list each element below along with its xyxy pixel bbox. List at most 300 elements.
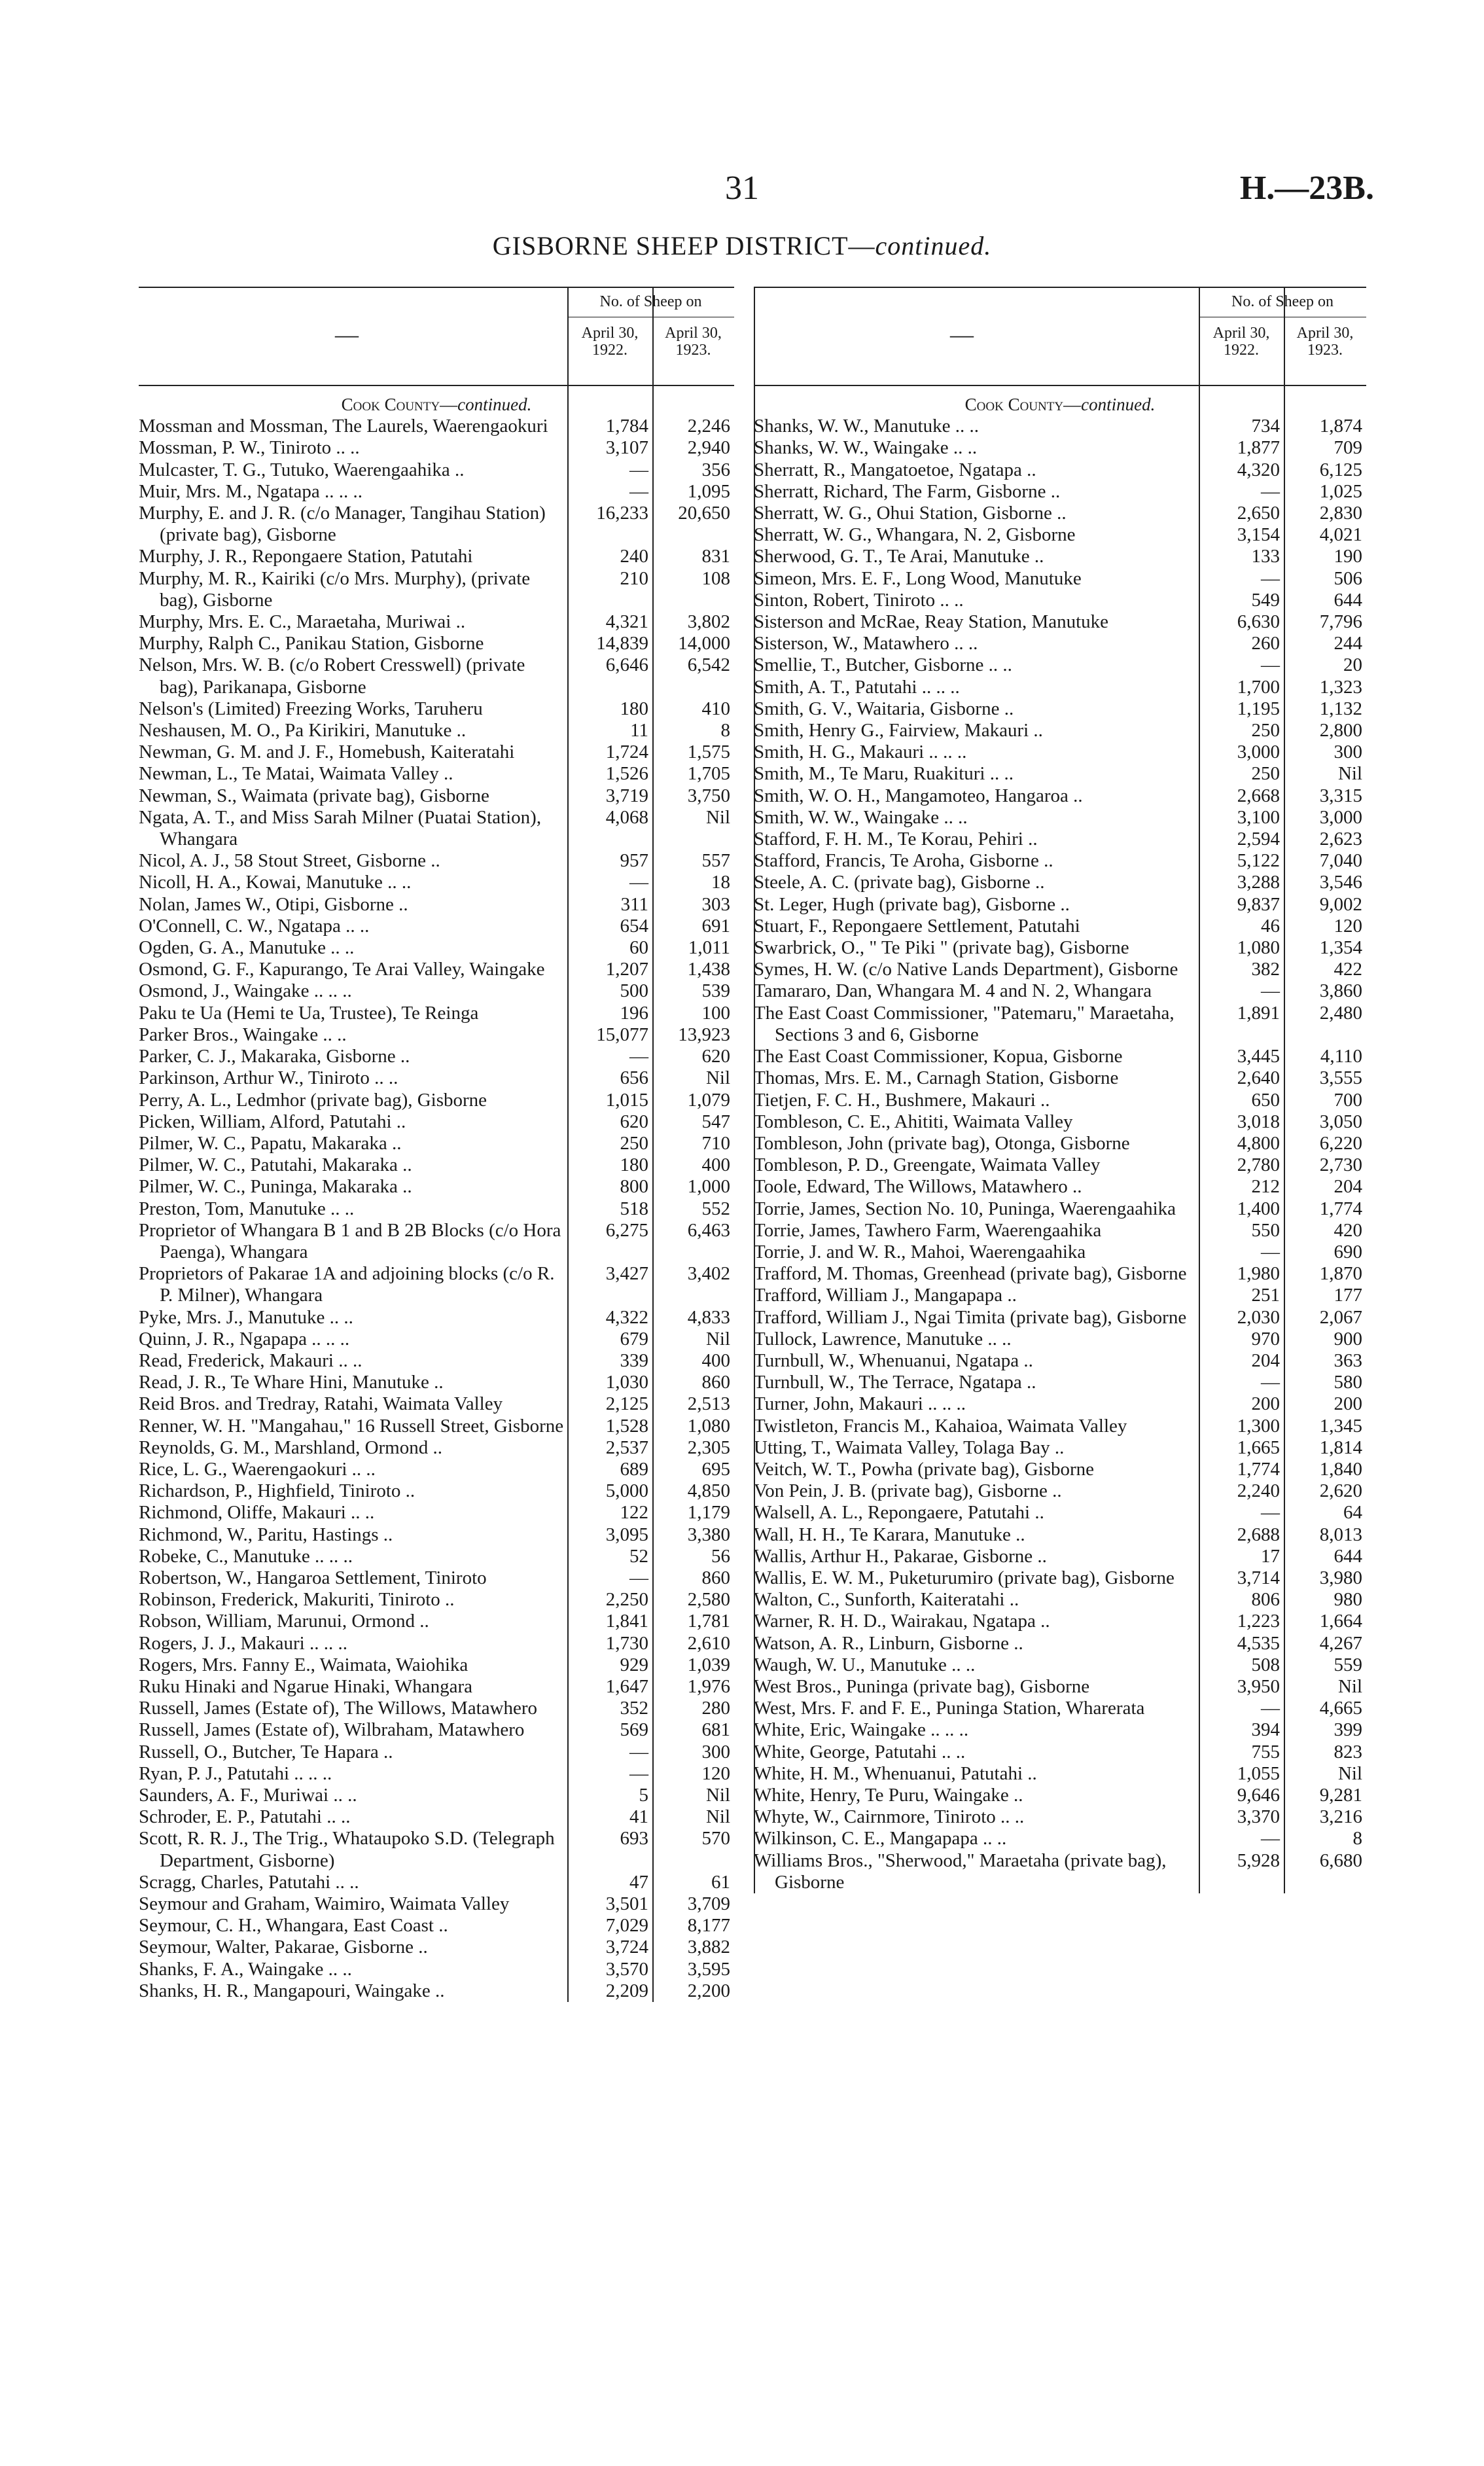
- sheep-1923: 4,833: [687, 1306, 730, 1328]
- section-heading: Cook County—continued.: [964, 395, 1156, 414]
- sheep-1922: 200: [1251, 1393, 1280, 1415]
- owner-name: Robinson, Frederick, Makuriti, Tiniroto ..: [139, 1589, 455, 1611]
- sheep-1922: 250: [1251, 720, 1280, 742]
- sheep-1922: 352: [620, 1698, 648, 1719]
- owner-name: Robertson, W., Hangaroa Settlement, Tiniroto: [139, 1567, 487, 1588]
- sheep-1922: —: [629, 1741, 648, 1762]
- table-row: [139, 459, 734, 481]
- owner-name: Trafford, M. Thomas, Greenhead (private bag), Gisborne: [754, 1263, 1187, 1285]
- sheep-1922: 1,207: [605, 959, 648, 980]
- owner-name: Walsell, A. L., Repongaere, Patutahi ..: [754, 1502, 1044, 1524]
- owner-name: Smith, W. O. H., Mangamoteo, Hangaroa ..: [754, 785, 1083, 806]
- table-row: [139, 1698, 734, 1719]
- table-row: [754, 1480, 1366, 1502]
- table-row: [754, 807, 1366, 829]
- owner-name: Parkinson, Arthur W., Tiniroto .. ..: [139, 1067, 398, 1089]
- sheep-1923: 1,179: [687, 1502, 730, 1524]
- sheep-1923: 3,595: [687, 1958, 730, 1980]
- sheep-1923: Nil: [705, 806, 730, 828]
- table-row: [754, 1828, 1366, 1850]
- sheep-1923: 4,110: [1320, 1046, 1362, 1067]
- sheep-1923: 2,580: [687, 1589, 730, 1611]
- table-row: [139, 1893, 734, 1915]
- sheep-1923: 2,620: [1319, 1480, 1362, 1502]
- table-row: [139, 1416, 734, 1437]
- table-row: [139, 1220, 734, 1263]
- owner-name: Von Pein, J. B. (private bag), Gisborne ..: [754, 1480, 1062, 1502]
- owner-name: Shanks, W. W., Manutuke .. ..: [754, 416, 979, 437]
- sheep-1922: 339: [620, 1349, 648, 1371]
- title-continued: continued.: [875, 231, 992, 260]
- owner-name: Nelson's (Limited) Freezing Works, Taruheru: [139, 698, 483, 719]
- sheep-1923: 177: [1334, 1285, 1362, 1306]
- owner-name: White, H. M., Whenuanui, Patutahi ..: [754, 1762, 1037, 1784]
- sheep-1922: 1,647: [605, 1675, 648, 1697]
- sheep-1922: 2,240: [1237, 1480, 1280, 1502]
- right-table: [754, 287, 1366, 1893]
- table-row: [139, 1589, 734, 1611]
- sheep-1923: 4,665: [1319, 1698, 1362, 1719]
- sheep-1922: —: [629, 1046, 648, 1067]
- sheep-1923: 3,750: [687, 785, 730, 806]
- table-row: [754, 1437, 1366, 1459]
- sheep-1923: Nil: [705, 1785, 730, 1806]
- table-row: [754, 1524, 1366, 1546]
- sheep-1922: 1,400: [1237, 1198, 1280, 1219]
- sheep-1923: 1,323: [1319, 676, 1362, 698]
- owner-name: Simeon, Mrs. E. F., Long Wood, Manutuke: [754, 567, 1082, 589]
- table-row: [754, 503, 1366, 524]
- table-row: [139, 1806, 734, 1828]
- sheep-1923: 2,800: [1319, 720, 1362, 742]
- sheep-1923: 200: [1334, 1393, 1362, 1415]
- column-rule: [567, 386, 569, 2002]
- sheep-1922: 500: [620, 980, 648, 1002]
- sheep-1923: 690: [1334, 1241, 1362, 1262]
- sheep-1922: 1,080: [1237, 937, 1280, 959]
- page-title: [0, 230, 1484, 261]
- sheep-1922: 2,030: [1237, 1306, 1280, 1328]
- sheep-1922: 9,646: [1237, 1785, 1280, 1806]
- table-row: [754, 742, 1366, 763]
- sheep-1922: 47: [629, 1871, 648, 1893]
- sheep-1922: 196: [620, 1002, 648, 1024]
- table-row: [754, 1546, 1366, 1567]
- table-row: [139, 1459, 734, 1480]
- owner-name: The East Coast Commissioner, Kopua, Gisborne: [754, 1046, 1123, 1067]
- table-row: [754, 1742, 1366, 1763]
- table-row: [139, 1372, 734, 1393]
- owner-name: Russell, James (Estate of), Wilbraham, Matawhero: [139, 1719, 525, 1741]
- owner-name: White, Eric, Waingake .. .. ..: [754, 1719, 969, 1741]
- sheep-1922: 1,730: [605, 1632, 648, 1654]
- sheep-1922: 3,370: [1237, 1806, 1280, 1828]
- sheep-1923: 2,480: [1319, 1002, 1362, 1024]
- sheep-1923: Nil: [1337, 763, 1362, 785]
- sheep-1923: 2,623: [1319, 829, 1362, 850]
- sheep-1923: 3,050: [1319, 1111, 1362, 1132]
- sheep-1923: Nil: [1337, 1675, 1362, 1697]
- table-row: [139, 937, 734, 959]
- owner-name: Waugh, W. U., Manutuke .. ..: [754, 1654, 976, 1675]
- sheep-1923: 20: [1343, 654, 1362, 676]
- sheep-1923: 1,774: [1319, 1198, 1362, 1219]
- owner-name: Torrie, James, Tawhero Farm, Waerengaahika: [754, 1219, 1102, 1241]
- sheep-1922: 549: [1251, 589, 1280, 611]
- sheep-1923: 8: [1352, 1828, 1362, 1850]
- sheep-1922: 620: [620, 1111, 648, 1132]
- sheep-1923: 190: [1334, 546, 1362, 567]
- sheep-1922: 1,724: [605, 742, 648, 763]
- table-row: [754, 1676, 1366, 1698]
- table-row: [754, 1154, 1366, 1176]
- sheep-1922: 755: [1251, 1741, 1280, 1762]
- sheep-1923: 422: [1334, 959, 1362, 980]
- owner-name: Trafford, William J., Mangapapa ..: [754, 1285, 1017, 1306]
- table-row: [754, 546, 1366, 567]
- owner-name: Sherratt, W. G., Whangara, N. 2, Gisborne: [754, 524, 1076, 546]
- owner-name: Osmond, G. F., Kapurango, Te Arai Valley, Waingake: [139, 959, 545, 980]
- owner-name: Torrie, James, Section No. 10, Puninga, Waerengaahika: [754, 1198, 1176, 1219]
- left-rows: [139, 416, 734, 2002]
- section-heading: Cook County—continued.: [341, 395, 532, 414]
- right-table-header: [754, 287, 1366, 386]
- table-row: [139, 1980, 734, 2002]
- table-row: [754, 437, 1366, 459]
- table-row: [754, 1502, 1366, 1524]
- table-row: [754, 785, 1366, 807]
- sheep-1922: 250: [1251, 763, 1280, 785]
- sheep-1922: 4,322: [605, 1306, 648, 1328]
- sheep-1922: 518: [620, 1198, 648, 1219]
- owner-name: Nicoll, H. A., Kowai, Manutuke .. ..: [139, 872, 412, 893]
- table-row: [139, 785, 734, 807]
- sheep-1922: 550: [1251, 1219, 1280, 1241]
- sheep-1922: 3,950: [1237, 1675, 1280, 1697]
- table-row: [754, 633, 1366, 654]
- table-row: [754, 1329, 1366, 1350]
- owner-name: Symes, H. W. (c/o Native Lands Department), Gisborne: [754, 959, 1178, 980]
- owner-name: Murphy, Ralph C., Panikau Station, Gisborne: [139, 633, 484, 654]
- sheep-1922: 1,774: [1237, 1458, 1280, 1480]
- table-row: [139, 1263, 734, 1306]
- sheep-1922: —: [1261, 1372, 1280, 1393]
- sheep-1923: 1,011: [688, 937, 730, 959]
- sheep-1922: 1,877: [1237, 437, 1280, 459]
- sheep-1922: 2,688: [1237, 1524, 1280, 1545]
- owner-name: Wilkinson, C. E., Mangapapa .. ..: [754, 1828, 1007, 1850]
- owner-name: Tombleson, P. D., Greengate, Waimata Valley: [754, 1154, 1101, 1176]
- table-row: [139, 654, 734, 698]
- table-row: [139, 1828, 734, 1871]
- sheep-1922: 1,055: [1237, 1762, 1280, 1784]
- owner-name: Murphy, M. R., Kairiki (c/o Mrs. Murphy), (private bag), Gisborne: [139, 567, 531, 611]
- sheep-1922: —: [629, 459, 648, 480]
- sheep-1922: 2,650: [1237, 503, 1280, 524]
- owner-name: Scragg, Charles, Patutahi .. ..: [139, 1871, 359, 1893]
- table-row: [139, 916, 734, 937]
- sheep-1922: 2,780: [1237, 1154, 1280, 1176]
- owner-name: Scott, R. R. J., The Trig., Whataupoko S.D. (Telegraph Department, Gisborne): [139, 1828, 555, 1871]
- table-row: [754, 677, 1366, 698]
- sheep-1923: 539: [701, 980, 730, 1002]
- table-row: [139, 1090, 734, 1111]
- owner-name: Ruku Hinaki and Ngarue Hinaki, Whangara: [139, 1675, 473, 1697]
- sheep-1922: 806: [1251, 1589, 1280, 1611]
- sheep-1923: 570: [701, 1828, 730, 1850]
- table-row: [139, 1959, 734, 1980]
- table-row: [139, 1003, 734, 1024]
- owner-name: Pyke, Mrs. J., Manutuke .. ..: [139, 1306, 353, 1328]
- table-row: [754, 1459, 1366, 1480]
- sheep-1923: 8,013: [1319, 1524, 1362, 1545]
- sheep-1923: 6,125: [1319, 459, 1362, 480]
- sheep-1923: 61: [711, 1871, 730, 1893]
- sheep-1923: 4,267: [1319, 1632, 1362, 1654]
- sheep-1923: 1,079: [687, 1089, 730, 1111]
- table-row: [754, 1090, 1366, 1111]
- left-table: [139, 287, 734, 2002]
- sheep-1923: 280: [701, 1698, 730, 1719]
- sheep-1923: 1,095: [687, 480, 730, 502]
- sheep-1922: 1,784: [605, 416, 648, 437]
- sheep-1923: 860: [701, 1372, 730, 1393]
- sheep-1923: 552: [701, 1198, 730, 1219]
- owner-name: Wall, H. H., Te Karara, Manutuke ..: [754, 1524, 1025, 1545]
- sheep-1922: —: [1261, 1502, 1280, 1524]
- owner-name: Tombleson, C. E., Ahititi, Waimata Valley: [754, 1111, 1073, 1132]
- sheep-1923: 13,923: [678, 1024, 730, 1045]
- table-row: [754, 916, 1366, 937]
- column-rule: [652, 386, 654, 2002]
- sheep-1923: 3,216: [1319, 1806, 1362, 1828]
- owner-name: Warner, R. H. D., Wairakau, Ngatapa ..: [754, 1611, 1050, 1632]
- sheep-1922: 4,535: [1237, 1632, 1280, 1654]
- sheep-1922: 17: [1261, 1545, 1280, 1567]
- owner-name: Richmond, Oliffe, Makauri .. ..: [139, 1502, 375, 1524]
- sheep-1922: 929: [620, 1654, 648, 1675]
- table-row: [139, 1524, 734, 1546]
- owner-name: Reynolds, G. M., Marshland, Ormond ..: [139, 1437, 442, 1458]
- column-rule: [1284, 386, 1285, 1893]
- sheep-1922: 180: [620, 698, 648, 719]
- sheep-1923: Nil: [705, 1806, 730, 1828]
- table-row: [139, 698, 734, 720]
- table-row: [139, 1763, 734, 1785]
- owner-name: Wallis, Arthur H., Pakarae, Gisborne ..: [754, 1545, 1047, 1567]
- sheep-1922: 4,068: [605, 806, 648, 828]
- table-row: [139, 1676, 734, 1698]
- sheep-1923: 644: [1334, 589, 1362, 611]
- sheep-1922: —: [1261, 480, 1280, 502]
- sheep-1923: 3,315: [1319, 785, 1362, 806]
- sheep-1922: 654: [620, 915, 648, 937]
- owner-name: Steele, A. C. (private bag), Gisborne ..: [754, 872, 1045, 893]
- owner-name: Ryan, P. J., Patutahi .. .. ..: [139, 1762, 332, 1784]
- owner-name: Tullock, Lawrence, Manutuke .. ..: [754, 1328, 1012, 1349]
- sheep-1922: 2,640: [1237, 1067, 1280, 1089]
- sheep-1923: 1,664: [1319, 1611, 1362, 1632]
- sheep-1923: 644: [1334, 1545, 1362, 1567]
- sheep-1923: 18: [711, 872, 730, 893]
- sheep-1923: 2,513: [687, 1393, 730, 1415]
- sheep-1923: 3,709: [687, 1893, 730, 1915]
- sheep-1923: 1,705: [687, 763, 730, 785]
- sheep-1922: 4,321: [605, 611, 648, 633]
- owner-name: West, Mrs. F. and F. E., Puninga Station, Wharerata: [754, 1698, 1145, 1719]
- sheep-1923: 64: [1343, 1502, 1362, 1524]
- table-row: [754, 611, 1366, 633]
- owner-name: Whyte, W., Cairnmore, Tiniroto .. ..: [754, 1806, 1025, 1828]
- sheep-1922: 52: [629, 1545, 648, 1567]
- sheep-1922: 3,714: [1237, 1567, 1280, 1588]
- table-row: [754, 1372, 1366, 1393]
- sheep-1922: 2,668: [1237, 785, 1280, 806]
- sheep-1923: 1,840: [1319, 1458, 1362, 1480]
- owner-name: Nelson, Mrs. W. B. (c/o Robert Cresswell) (private bag), Parikanapa, Gisborne: [139, 654, 525, 698]
- sheep-1923: Nil: [705, 1067, 730, 1089]
- sheep-1923: 860: [701, 1567, 730, 1588]
- table-row: [754, 1785, 1366, 1806]
- owner-name: Mossman and Mossman, The Laurels, Waerengaokuri: [139, 416, 548, 437]
- sheep-1923: 1,781: [687, 1611, 730, 1632]
- sheep-1922: 41: [629, 1806, 648, 1828]
- owner-name: Pilmer, W. C., Patutahi, Makaraka ..: [139, 1154, 412, 1176]
- sheep-1922: 1,030: [605, 1372, 648, 1393]
- sheep-1923: 900: [1334, 1328, 1362, 1349]
- sheep-1922: 250: [620, 1132, 648, 1154]
- sheep-1923: 420: [1334, 1219, 1362, 1241]
- table-row: [754, 1307, 1366, 1329]
- table-row: [754, 1850, 1366, 1893]
- table-row: [139, 1437, 734, 1459]
- sheep-1923: 709: [1334, 437, 1362, 459]
- title-main: GISBORNE SHEEP DISTRICT—: [492, 231, 875, 260]
- sheep-1923: 20,650: [678, 503, 730, 524]
- owner-name: Perry, A. L., Ledmhor (private bag), Gisborne: [139, 1089, 487, 1111]
- owner-name: Mossman, P. W., Tiniroto .. ..: [139, 437, 360, 459]
- table-row: [139, 1176, 734, 1198]
- table-row: [139, 894, 734, 916]
- table-row: [754, 1285, 1366, 1306]
- sheep-1922: 4,320: [1237, 459, 1280, 480]
- sheep-1923: 547: [701, 1111, 730, 1132]
- sheep-1923: 2,246: [687, 416, 730, 437]
- owner-name: Swarbrick, O., " Te Piki " (private bag), Gisborne: [754, 937, 1129, 959]
- table-row: [754, 1763, 1366, 1785]
- owner-name: Veitch, W. T., Powha (private bag), Gisborne: [754, 1458, 1095, 1480]
- sheep-1922: 2,125: [605, 1393, 648, 1415]
- owner-name: Smith, Henry G., Fairview, Makauri ..: [754, 720, 1043, 742]
- right-rows: [754, 416, 1366, 1893]
- owner-name: St. Leger, Hugh (private bag), Gisborne ..: [754, 893, 1070, 915]
- owner-name: Utting, T., Waimata Valley, Tolaga Bay ..: [754, 1437, 1065, 1458]
- sheep-1923: 1,000: [687, 1176, 730, 1198]
- sheep-1923: 580: [1334, 1372, 1362, 1393]
- sheep-1922: 689: [620, 1458, 648, 1480]
- table-row: [754, 763, 1366, 785]
- table-row: [754, 416, 1366, 437]
- column-rule: [754, 288, 755, 385]
- owner-name: Pilmer, W. C., Papatu, Makaraka ..: [139, 1132, 402, 1154]
- sheep-1922: 4,800: [1237, 1132, 1280, 1154]
- table-row: [139, 1937, 734, 1958]
- sheep-1922: 2,594: [1237, 829, 1280, 850]
- sheep-1923: 108: [701, 567, 730, 589]
- sheep-1922: 15,077: [596, 1024, 648, 1045]
- table-row: [754, 459, 1366, 481]
- sheep-1922: —: [1261, 567, 1280, 589]
- sheep-1922: 800: [620, 1176, 648, 1198]
- table-row: [754, 1589, 1366, 1611]
- sheep-1922: —: [1261, 654, 1280, 676]
- table-row: [754, 850, 1366, 872]
- sheep-1923: 4,850: [687, 1480, 730, 1502]
- sheep-1923: 1,814: [1319, 1437, 1362, 1458]
- owner-name: Saunders, A. F., Muriwai .. ..: [139, 1785, 357, 1806]
- owner-name: Sherratt, Richard, The Farm, Gisborne ..: [754, 480, 1061, 502]
- sheep-1922: 2,250: [605, 1589, 648, 1611]
- owner-name: Smith, W. W., Waingake .. ..: [754, 806, 968, 828]
- sheep-1923: 2,730: [1319, 1154, 1362, 1176]
- owner-name: Parker, C. J., Makaraka, Gisborne ..: [139, 1046, 410, 1067]
- sheep-1923: 2,610: [687, 1632, 730, 1654]
- owner-name: Tombleson, John (private bag), Otonga, Gisborne: [754, 1132, 1130, 1154]
- sheep-1923: 1,132: [1319, 698, 1362, 719]
- owner-name: Richardson, P., Highfield, Tiniroto ..: [139, 1480, 415, 1502]
- table-row: [754, 524, 1366, 546]
- owner-name: Rogers, J. J., Makauri .. .. ..: [139, 1632, 347, 1654]
- table-row: [754, 959, 1366, 980]
- sheep-1923: 6,463: [687, 1219, 730, 1241]
- sheep-1923: 300: [701, 1741, 730, 1762]
- sheep-1923: 1,345: [1319, 1415, 1362, 1437]
- header-dash: —: [335, 321, 359, 348]
- table-row: [754, 1198, 1366, 1220]
- owner-name: Smith, G. V., Waitaria, Gisborne ..: [754, 698, 1014, 719]
- table-row: [754, 980, 1366, 1002]
- table-row: [139, 1872, 734, 1893]
- table-row: [139, 1546, 734, 1567]
- sheep-1922: 9,837: [1237, 893, 1280, 915]
- sheep-1923: 695: [701, 1458, 730, 1480]
- table-row: [754, 1176, 1366, 1198]
- sheep-1922: 7,029: [605, 1915, 648, 1937]
- table-row: [754, 654, 1366, 676]
- sheep-1922: —: [629, 1762, 648, 1784]
- owner-name: Nicol, A. J., 58 Stout Street, Gisborne ..: [139, 850, 440, 872]
- table-row: [139, 1024, 734, 1046]
- sheep-1923: 681: [701, 1719, 730, 1741]
- sheep-1922: 3,000: [1237, 742, 1280, 763]
- sheep-1922: 210: [620, 567, 648, 589]
- owner-name: The East Coast Commissioner, "Patemaru," Maraetaha, Sections 3 and 6, Gisborne: [754, 1002, 1175, 1045]
- owner-name: Richmond, W., Paritu, Hastings ..: [139, 1524, 393, 1545]
- table-row: [139, 1067, 734, 1089]
- owner-name: Robson, William, Marunui, Ormond ..: [139, 1611, 429, 1632]
- owner-name: Mulcaster, T. G., Tutuko, Waerengaahika ..: [139, 459, 465, 480]
- column-rule: [1199, 386, 1200, 1893]
- table-row: [754, 1416, 1366, 1437]
- table-row: [139, 1307, 734, 1329]
- sheep-1923: 3,380: [687, 1524, 730, 1545]
- page-number: 31: [725, 170, 759, 207]
- owner-name: Read, Frederick, Makauri .. ..: [139, 1349, 362, 1371]
- table-row: [139, 416, 734, 437]
- sheep-1922: 1,980: [1237, 1263, 1280, 1285]
- table-row: [139, 437, 734, 459]
- owner-name: Sisterson and McRae, Reay Station, Manutuke: [754, 611, 1109, 633]
